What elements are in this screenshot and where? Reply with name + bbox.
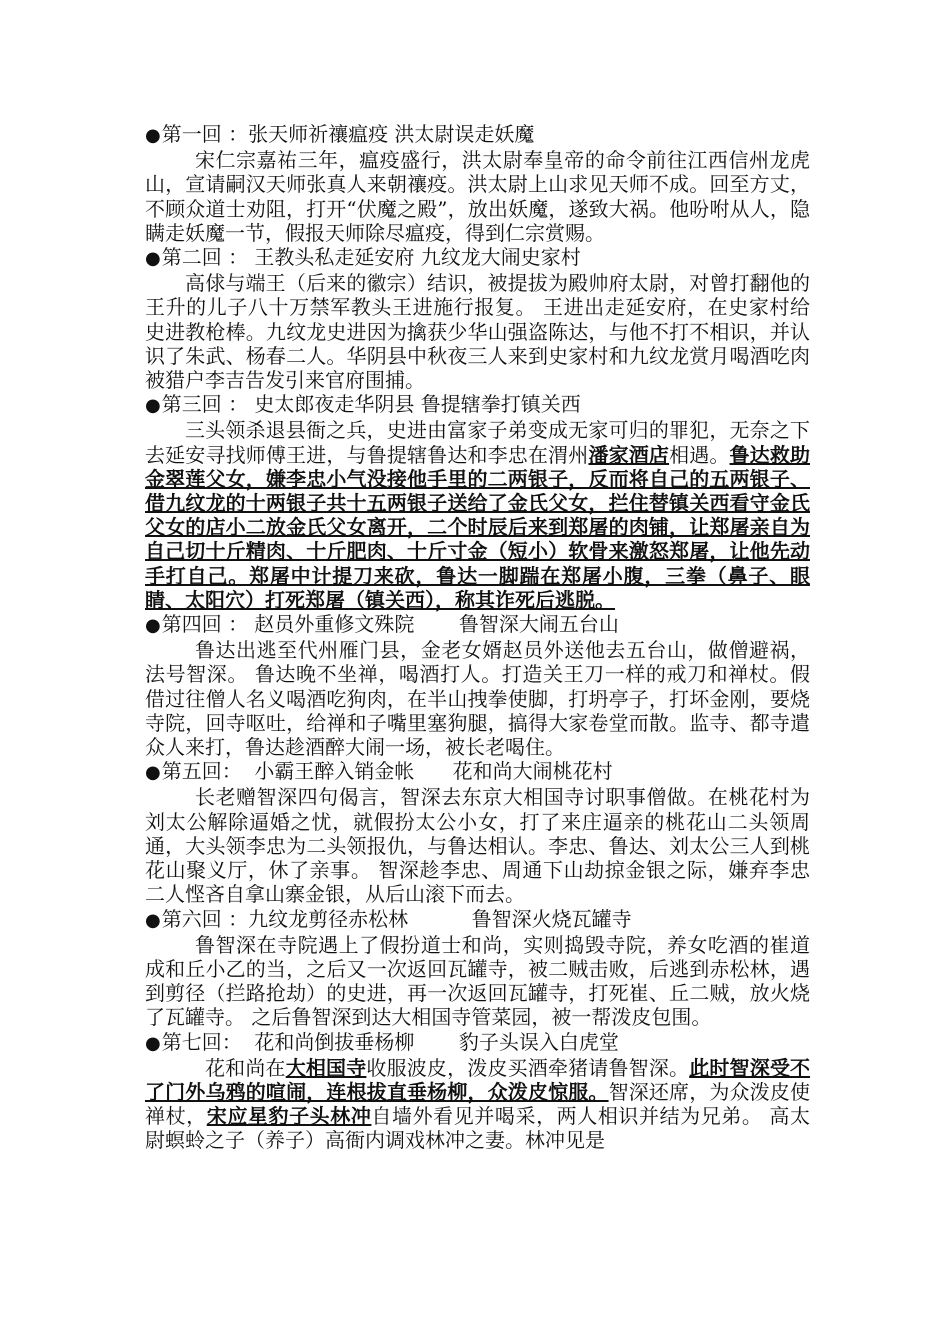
chapter-title: 第二回 ： 王教头私走延安府 九纹龙大闹史家村 bbox=[161, 245, 581, 270]
summary-text: 相遇。 bbox=[669, 442, 730, 467]
underlined-text: 潘家酒店 bbox=[588, 442, 670, 467]
chapter-summary bbox=[145, 933, 810, 1030]
summary-text: 宋仁宗嘉祐三年，瘟疫盛行，洪太尉奉皇帝的命令前往江西信州龙虎山，宣请嗣汉天师张真人来朝禳疫。洪太尉上山求见天师不成。回至方丈，不顾众道士劝阻，打开“伏魔之殿”，放出妖魔，遂致大祸。他吩咐从人，隐瞒走妖魔一节，假报天师除尽瘟疫，得到仁宗赏赐。 bbox=[145, 148, 810, 245]
chapter-summary-text bbox=[145, 122, 810, 1153]
underlined-text: 宋应星豹子头林冲 bbox=[206, 1104, 372, 1129]
chapter-summary bbox=[145, 785, 810, 906]
summary-text: 自墙外看见并喝采，两人相识并结为兄弟。 高太尉螟蛉之子（养子）高衙内调戏林冲之妻。林冲见是 bbox=[145, 1104, 811, 1153]
chapter-summary bbox=[145, 418, 810, 612]
summary-text: 长老赠智深四句偈言，智深去东京大相国寺讨职事僧做。在桃花村为刘太公解除逼婚之忧，就假扮太公小女，打了来庄逼亲的桃花山二头领周通，大头领李忠为二头领报仇，与鲁达相认。李忠、鲁达、刘太公三人到桃花山聚义厅，休了亲事。 智深趁李忠、周通下山劫掠金银之际，嫌弃李忠二人悭吝自拿山寨金银，从后山滚下而去。 bbox=[145, 785, 810, 907]
chapter-heading bbox=[145, 612, 810, 638]
chapter-heading bbox=[145, 759, 810, 785]
summary-text: 收服波皮，泼皮买酒牵猪请鲁智深。 bbox=[366, 1055, 690, 1080]
bullet-icon: ● bbox=[145, 1032, 161, 1054]
summary-text: 高俅与端王（后来的徽宗）结识，被提拔为殿帅府太尉，对曾打翻他的王升的儿子八十万禁军教头王进施行报复。 王进出走延安府，在史家村给史进教枪棒。九纹龙史进因为擒获少华山强盗陈达，与他不打不相识，并认识了朱武、杨春二人。华阴县中秋夜三人来到史家村和九纹龙赏月喝酒吃肉被猎户李吉告发引来官府围捕。 bbox=[145, 271, 810, 393]
chapter-summary bbox=[145, 1056, 810, 1153]
chapter-heading bbox=[145, 907, 810, 933]
bullet-icon: ● bbox=[145, 125, 161, 146]
summary-text: 鲁智深在寺院遇上了假扮道士和尚，实则捣毁寺院，养女吃酒的崔道成和丘小乙的当，之后又一次返回瓦罐寺，被二贼击败，后逃到赤松林，遇到剪径（拦路抢劫）的史进，再一次返回瓦罐寺，打死崔、丘二贼，放火烧了瓦罐寺。 之后鲁智深到达大相国寺管菜园，被一帮泼皮包围。 bbox=[145, 932, 810, 1030]
underlined-text: 鲁达救助金翠莲父女，嫌李忠小气没接他手里的二两银子，反而将自己的五两银子、借九纹龙的十两银子共十五两银子送给了金氏父女，拦住替镇关西看守金氏父女的店小二放金氏父女离开，二个时辰后来到郑屠的肉铺，让郑屠亲自为自己切十斤精肉、十斤肥肉、十斤寸金（短小）软骨来激怒郑屠，让他先动手打自己。郑屠中计提刀来砍，鲁达一脚踹在郑屠小腹，三拳（鼻子、眼睛、太阳穴）打死郑屠（镇关西），称其诈死后逃脱。 bbox=[145, 442, 810, 612]
summary-text: 三头领杀退县衙之兵，史进由富家子弟变成无家可归的罪犯，无奈之下去延安寻找师傅王进，与鲁提辖鲁达和李忠在渭州 bbox=[145, 418, 810, 467]
chapter-title: 第七回： 花和尚倒拔垂杨柳 豹子头误入白虎堂 bbox=[161, 1029, 619, 1054]
bullet-icon: ● bbox=[145, 909, 161, 931]
chapter-heading bbox=[145, 122, 810, 148]
chapter-title: 第五回： 小霸王醉入销金帐 花和尚大闹桃花村 bbox=[161, 759, 613, 784]
underlined-text: 此时智深受不了门外乌鸦的喧闹，连根拔直垂杨柳，众泼皮惊服。 bbox=[145, 1055, 811, 1104]
chapter-heading bbox=[145, 245, 810, 271]
chapter-title: 第四回 ： 赵员外重修文殊院 鲁智深大闹五台山 bbox=[161, 612, 619, 637]
summary-text: 鲁达出逃至代州雁门县，金老女婿赵员外送他去五台山，做僧避祸，法号智深。 鲁达晚不坐禅，喝酒打人。打造关王刀一样的戒刀和禅杖。假借过往僧人名义喝酒吃狗肉，在半山拽拳使脚，打坍亭子，打坏金刚，要烧寺院，回寺呕吐，给禅和子嘴里塞狗腿，搞得大家卷堂而散。监寺、都寺遣众人来打，鲁达趁酒醉大闹一场，被长老喝住。 bbox=[145, 638, 810, 760]
chapter-heading bbox=[145, 392, 810, 418]
chapter-title: 第六回 ：九纹龙剪径赤松林 鲁智深火烧瓦罐寺 bbox=[161, 906, 632, 931]
chapter-heading bbox=[145, 1030, 810, 1056]
underlined-text: 大相国寺 bbox=[285, 1055, 367, 1080]
summary-text: 花和尚在 bbox=[205, 1055, 286, 1080]
bullet-icon: ● bbox=[145, 248, 161, 270]
bullet-icon: ● bbox=[145, 395, 161, 417]
chapter-summary bbox=[145, 148, 810, 245]
chapter-summary bbox=[145, 271, 810, 392]
chapter-title: 第三回 ： 史太郎夜走华阴县 鲁提辖拳打镇关西 bbox=[161, 392, 581, 417]
chapter-title: 第一回 ：张天师祈禳瘟疫 洪太尉误走妖魔 bbox=[161, 122, 535, 146]
summary-text: 智深还席，为众泼皮使禅杖， bbox=[145, 1079, 810, 1129]
bullet-icon: ● bbox=[145, 762, 161, 784]
bullet-icon: ● bbox=[145, 615, 161, 637]
chapter-summary bbox=[145, 638, 810, 759]
